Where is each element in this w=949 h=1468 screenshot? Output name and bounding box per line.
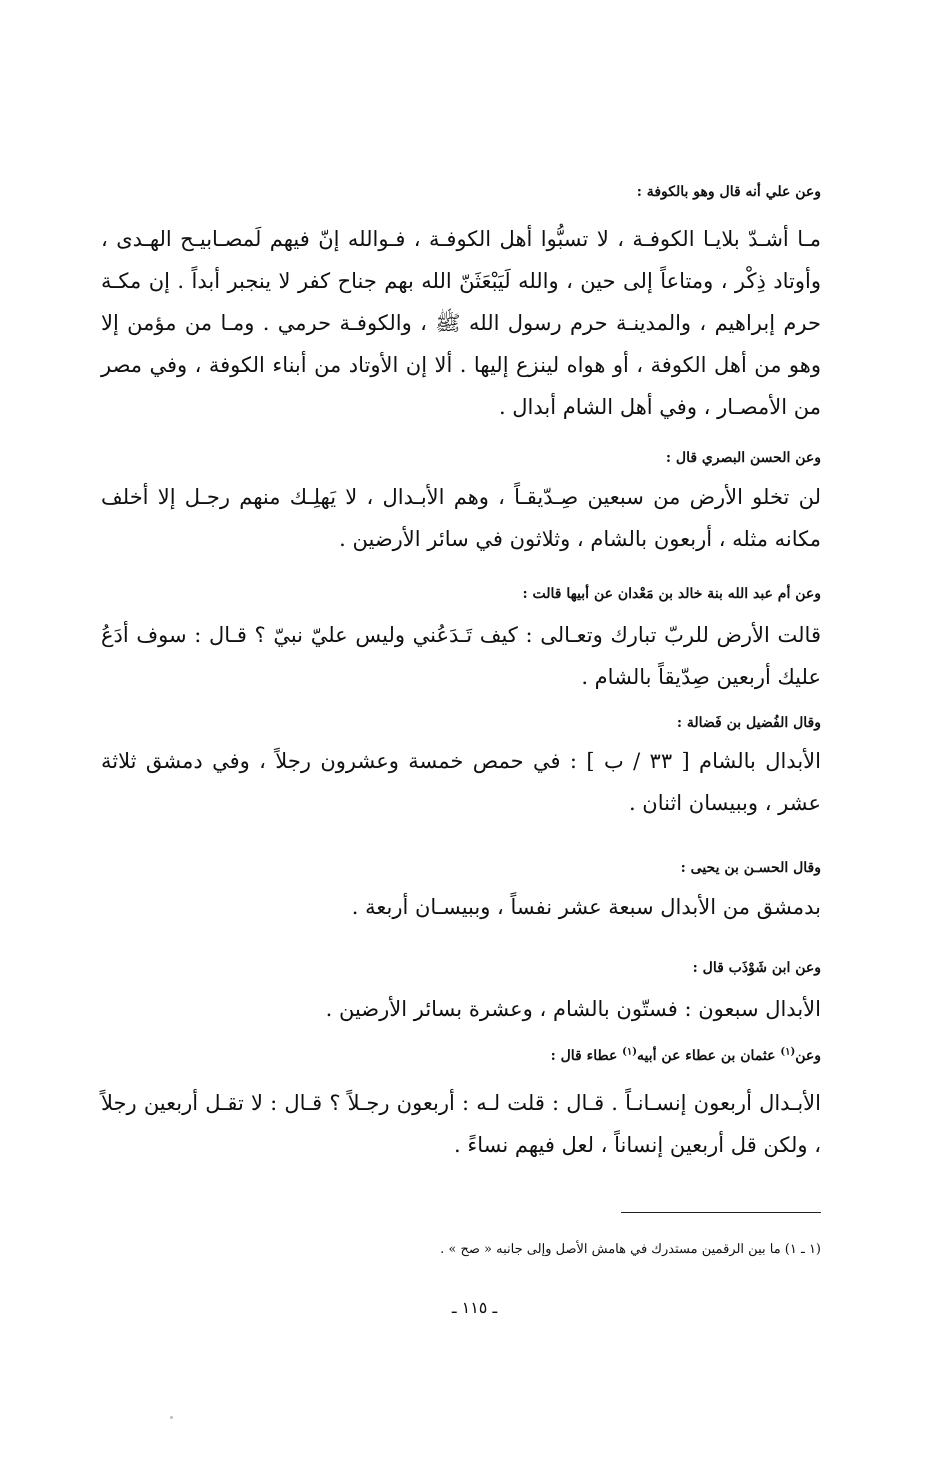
section-paragraph — [101, 988, 821, 1030]
paragraph-text: الأبدال بالشام [ ٣٣ / ب ] : في حمص خمسة وعشرون رجلاً ، وفي دمشق ثلاثة عشر ، وببيسان اثنان . — [101, 749, 821, 815]
section-heading: وقال الفُضيل بن فَضالة : — [676, 715, 821, 731]
paragraph-text: الأبدال سبعون : فستّون بالشام ، وعشرة بسائر الأرضين . — [325, 997, 821, 1021]
paragraph-text: لن تخلو الأرض من سبعين صِـدّيقـاً ، وهم الأبـدال ، لا يَهلِـك منهم رجـل إلا أخلف مكانه مثله ، أربعون بالشام ، وثلاثون في سائر الأرضين . — [101, 485, 821, 551]
footnote-marker: (١) — [622, 1046, 638, 1058]
section-paragraph — [101, 614, 821, 698]
footnote-marker: (١) — [780, 1046, 796, 1058]
heading-part: عطاء قال : — [550, 1048, 623, 1064]
scan-speck — [170, 1416, 173, 1419]
section-paragraph — [101, 740, 821, 824]
section-heading: وقال الحسـن بن يحيى : — [680, 860, 821, 876]
heading-part: وعن — [795, 1048, 821, 1064]
section-heading: وعن الحسن البصري قال : — [665, 450, 821, 466]
paragraph-text: بدمشق من الأبدال سبعة عشر نفساً ، وببيسـان أربعة . — [351, 895, 821, 919]
section-paragraph — [101, 1082, 821, 1166]
footnote-divider — [621, 1212, 821, 1213]
section-paragraph — [101, 886, 821, 928]
paragraph-text: مـا أشـدّ بلايـا الكوفـة ، لا تسبُّوا أهل الكوفـة ، فـوالله إنّ فيهم لَمصـابيـح الهـدى ، وأوتاد ذِكْر ، ومتاعاً إلى حين ، والله لَيَبْعَثَنّ الله بهم جناح كفر لا ينجبر أبداً . إن مكـة حرم إبراهيم ، والمدينـة حرم رسول الله ﷺ ، والكوفـة حرمي . ومـا من مؤمن إلا وهو من أهل الكوفة ، أو هواه لينزع إليها . ألا إن الأوتاد من أبناء الكوفة ، وفي مصر من الأمصـار ، وفي أهل الشام أبدال . — [101, 227, 821, 419]
section-heading: وعن علي أنه قال وهو بالكوفة : — [636, 184, 821, 200]
paragraph-text: قالت الأرض للربّ تبارك وتعـالى : كيف تَـدَعُني وليس عليّ نبيّ ؟ قـال : سوف أدَعُ عليك أربعين صِدّيقاً بالشام . — [101, 623, 821, 689]
section-heading — [101, 1046, 821, 1066]
footnote: (١ ـ ١) ما بين الرقمين مستدرك في هامش الأصل وإلى جانبه « صح » . — [440, 1242, 821, 1257]
section-paragraph — [101, 476, 821, 560]
heading-part: عثمان بن عطاء عن أبيه — [637, 1048, 781, 1064]
paragraph-text: الأبـدال أربعون إنسـانـاً . قـال : قلت لـه : أربعون رجـلاً ؟ قـال : لا تقـل أربعين رجلاً ، ولكن قل أربعين إنساناً ، لعل فيهم نساءً . — [101, 1091, 821, 1157]
section-heading: وعن ابن شَوْذَب قال : — [692, 960, 821, 976]
page-number: ـ ١١٥ ـ — [451, 1298, 498, 1317]
section-heading: وعن أم عبد الله بنة خالد بن مَعْدان عن أبيها قالت : — [522, 586, 821, 602]
section-paragraph — [101, 218, 821, 428]
